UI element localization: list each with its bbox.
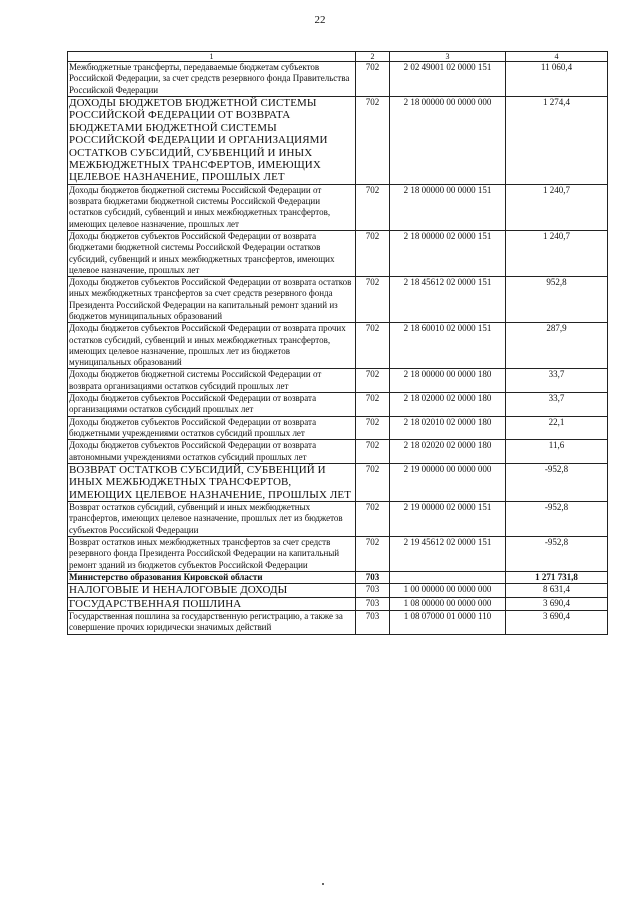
table-row <box>68 597 608 610</box>
row-name-cell: ДОХОДЫ БЮДЖЕТОВ БЮДЖЕТНОЙ СИСТЕМЫ РОССИЙСКОЙ ФЕДЕРАЦИИ ОТ ВОЗВРАТА БЮДЖЕТАМИ БЮДЖЕТНОЙ СИСТЕМЫ РОССИЙСКОЙ ФЕДЕРАЦИИ И ОРГАНИЗАЦИЯМИ ОСТАТКОВ СУБСИДИЙ, СУБВЕНЦИЙ И ИНЫХ МЕЖБЮДЖЕТНЫХ ТРАНСФЕРТОВ, ИМЕЮЩИХ ЦЕЛЕВОЕ НАЗНАЧЕНИЕ, ПРОШЛЫХ ЛЕТ <box>68 96 356 184</box>
row-name-cell: ВОЗВРАТ ОСТАТКОВ СУБСИДИЙ, СУБВЕНЦИЙ И ИНЫХ МЕЖБЮДЖЕТНЫХ ТРАНСФЕРТОВ, ИМЕЮЩИХ ЦЕЛЕВОЕ НАЗНАЧЕНИЕ, ПРОШЛЫХ ЛЕТ <box>68 463 356 501</box>
row-admin-code-cell: 702 <box>356 393 390 417</box>
row-budget-code-cell: 2 02 49001 02 0000 151 <box>390 62 506 97</box>
column-header-1: 1 <box>68 52 356 62</box>
row-admin-code-cell: 702 <box>356 440 390 464</box>
table-row <box>68 463 608 501</box>
row-amount-cell: 1 240,7 <box>506 184 608 230</box>
table-row <box>68 96 608 184</box>
row-name-cell: Доходы бюджетов бюджетной системы Российской Федерации от возврата организациями остатков субсидий прошлых лет <box>68 369 356 393</box>
table-row <box>68 323 608 369</box>
row-budget-code-cell: 2 19 45612 02 0000 151 <box>390 536 506 571</box>
table-row <box>68 230 608 276</box>
row-budget-code-cell: 2 18 00000 00 0000 000 <box>390 96 506 184</box>
row-admin-code-cell: 702 <box>356 62 390 97</box>
row-name-cell: Доходы бюджетов субъектов Российской Федерации от возврата прочих остатков субсидий, субвенций и иных межбюджетных трансфертов, имеющих целевое назначение, прошлых лет из бюджетов муниципальных образований <box>68 323 356 369</box>
row-name-cell: Возврат остатков субсидий, субвенций и иных межбюджетных трансфертов, имеющих целевое назначение, прошлых лет из бюджетов субъектов Российской Федерации <box>68 502 356 537</box>
row-name-cell: Доходы бюджетов бюджетной системы Российской Федерации от возврата бюджетами бюджетной системы Российской Федерации остатков субсидий, субвенций и иных межбюджетных трансфертов, имеющих целевое назначение, прошлых лет <box>68 184 356 230</box>
row-budget-code-cell: 2 18 00000 02 0000 151 <box>390 230 506 276</box>
row-name-cell: Государственная пошлина за государственную регистрацию, а также за совершение прочих юридически значимых действий <box>68 610 356 634</box>
row-amount-cell: -952,8 <box>506 502 608 537</box>
row-amount-cell: 3 690,4 <box>506 610 608 634</box>
row-amount-cell: 3 690,4 <box>506 597 608 610</box>
table-row <box>68 440 608 464</box>
row-budget-code-cell: 2 18 02020 02 0000 180 <box>390 440 506 464</box>
row-admin-code-cell: 702 <box>356 323 390 369</box>
table-row <box>68 369 608 393</box>
row-admin-code-cell: 702 <box>356 502 390 537</box>
row-admin-code-cell: 702 <box>356 184 390 230</box>
row-amount-cell: 287,9 <box>506 323 608 369</box>
row-budget-code-cell: 2 19 00000 02 0000 151 <box>390 502 506 537</box>
row-amount-cell: -952,8 <box>506 463 608 501</box>
row-amount-cell: -952,8 <box>506 536 608 571</box>
revenue-table <box>67 51 608 635</box>
column-number-row <box>68 52 608 62</box>
row-admin-code-cell: 702 <box>356 96 390 184</box>
row-admin-code-cell: 702 <box>356 463 390 501</box>
row-budget-code-cell: 1 00 00000 00 0000 000 <box>390 584 506 597</box>
row-name-cell: ГОСУДАРСТВЕННАЯ ПОШЛИНА <box>68 597 356 610</box>
row-budget-code-cell: 2 18 02000 02 0000 180 <box>390 393 506 417</box>
page-mark <box>322 883 324 885</box>
row-admin-code-cell: 703 <box>356 584 390 597</box>
row-amount-cell: 1 274,4 <box>506 96 608 184</box>
table-row <box>68 184 608 230</box>
column-header-4: 4 <box>506 52 608 62</box>
table-body <box>68 62 608 635</box>
row-admin-code-cell: 702 <box>356 277 390 323</box>
table-row <box>68 536 608 571</box>
column-header-3: 3 <box>390 52 506 62</box>
row-name-cell: Доходы бюджетов субъектов Российской Федерации от возврата остатков иных межбюджетных трансфертов за счет средств резервного фонда Президента Российской Федерации на капитальный ремонт зданий из бюджетов муниципальных образований <box>68 277 356 323</box>
row-amount-cell: 22,1 <box>506 416 608 440</box>
row-amount-cell: 33,7 <box>506 393 608 417</box>
row-budget-code-cell: 2 18 00000 00 0000 151 <box>390 184 506 230</box>
row-amount-cell: 952,8 <box>506 277 608 323</box>
row-amount-cell: 8 631,4 <box>506 584 608 597</box>
column-header-2: 2 <box>356 52 390 62</box>
row-amount-cell: 33,7 <box>506 369 608 393</box>
row-name-cell: Доходы бюджетов субъектов Российской Федерации от возврата бюджетами бюджетной системы Российской Федерации остатков субсидий, субвенций и иных межбюджетных трансфертов, имеющих целевое назначение, прошлых лет <box>68 230 356 276</box>
row-admin-code-cell: 703 <box>356 571 390 583</box>
row-admin-code-cell: 702 <box>356 536 390 571</box>
row-budget-code-cell: 1 08 00000 00 0000 000 <box>390 597 506 610</box>
row-budget-code-cell: 2 18 02010 02 0000 180 <box>390 416 506 440</box>
row-name-cell: Межбюджетные трансферты, передаваемые бюджетам субъектов Российской Федерации, за счет средств резервного фонда Правительства Российской Федерации <box>68 62 356 97</box>
row-amount-cell: 11,6 <box>506 440 608 464</box>
row-name-cell: Доходы бюджетов субъектов Российской Федерации от возврата бюджетными учреждениями остатков субсидий прошлых лет <box>68 416 356 440</box>
row-name-cell: НАЛОГОВЫЕ И НЕНАЛОГОВЫЕ ДОХОДЫ <box>68 584 356 597</box>
table-row <box>68 277 608 323</box>
page-number: 22 <box>314 14 326 26</box>
row-budget-code-cell: 2 18 60010 02 0000 151 <box>390 323 506 369</box>
row-admin-code-cell: 703 <box>356 610 390 634</box>
table-row <box>68 610 608 634</box>
row-admin-code-cell: 702 <box>356 416 390 440</box>
table-row <box>68 416 608 440</box>
row-admin-code-cell: 703 <box>356 597 390 610</box>
row-budget-code-cell: 2 18 00000 00 0000 180 <box>390 369 506 393</box>
row-budget-code-cell: 2 19 00000 00 0000 000 <box>390 463 506 501</box>
row-amount-cell: 1 240,7 <box>506 230 608 276</box>
row-amount-cell: 1 271 731,8 <box>506 571 608 583</box>
table-row <box>68 584 608 597</box>
table-row <box>68 502 608 537</box>
row-budget-code-cell: 2 18 45612 02 0000 151 <box>390 277 506 323</box>
row-name-cell: Министерство образования Кировской области <box>68 571 356 583</box>
row-admin-code-cell: 702 <box>356 369 390 393</box>
table-row <box>68 393 608 417</box>
row-name-cell: Возврат остатков иных межбюджетных трансфертов за счет средств резервного фонда Президента Российской Федерации на капитальный ремонт зданий из бюджетов субъектов Российской Федерации <box>68 536 356 571</box>
row-budget-code-cell: 1 08 07000 01 0000 110 <box>390 610 506 634</box>
row-admin-code-cell: 702 <box>356 230 390 276</box>
table-row <box>68 62 608 97</box>
row-name-cell: Доходы бюджетов субъектов Российской Федерации от возврата организациями остатков субсидий прошлых лет <box>68 393 356 417</box>
row-budget-code-cell <box>390 571 506 583</box>
table-row <box>68 571 608 583</box>
row-name-cell: Доходы бюджетов субъектов Российской Федерации от возврата автономными учреждениями остатков субсидий прошлых лет <box>68 440 356 464</box>
row-amount-cell: 11 060,4 <box>506 62 608 97</box>
